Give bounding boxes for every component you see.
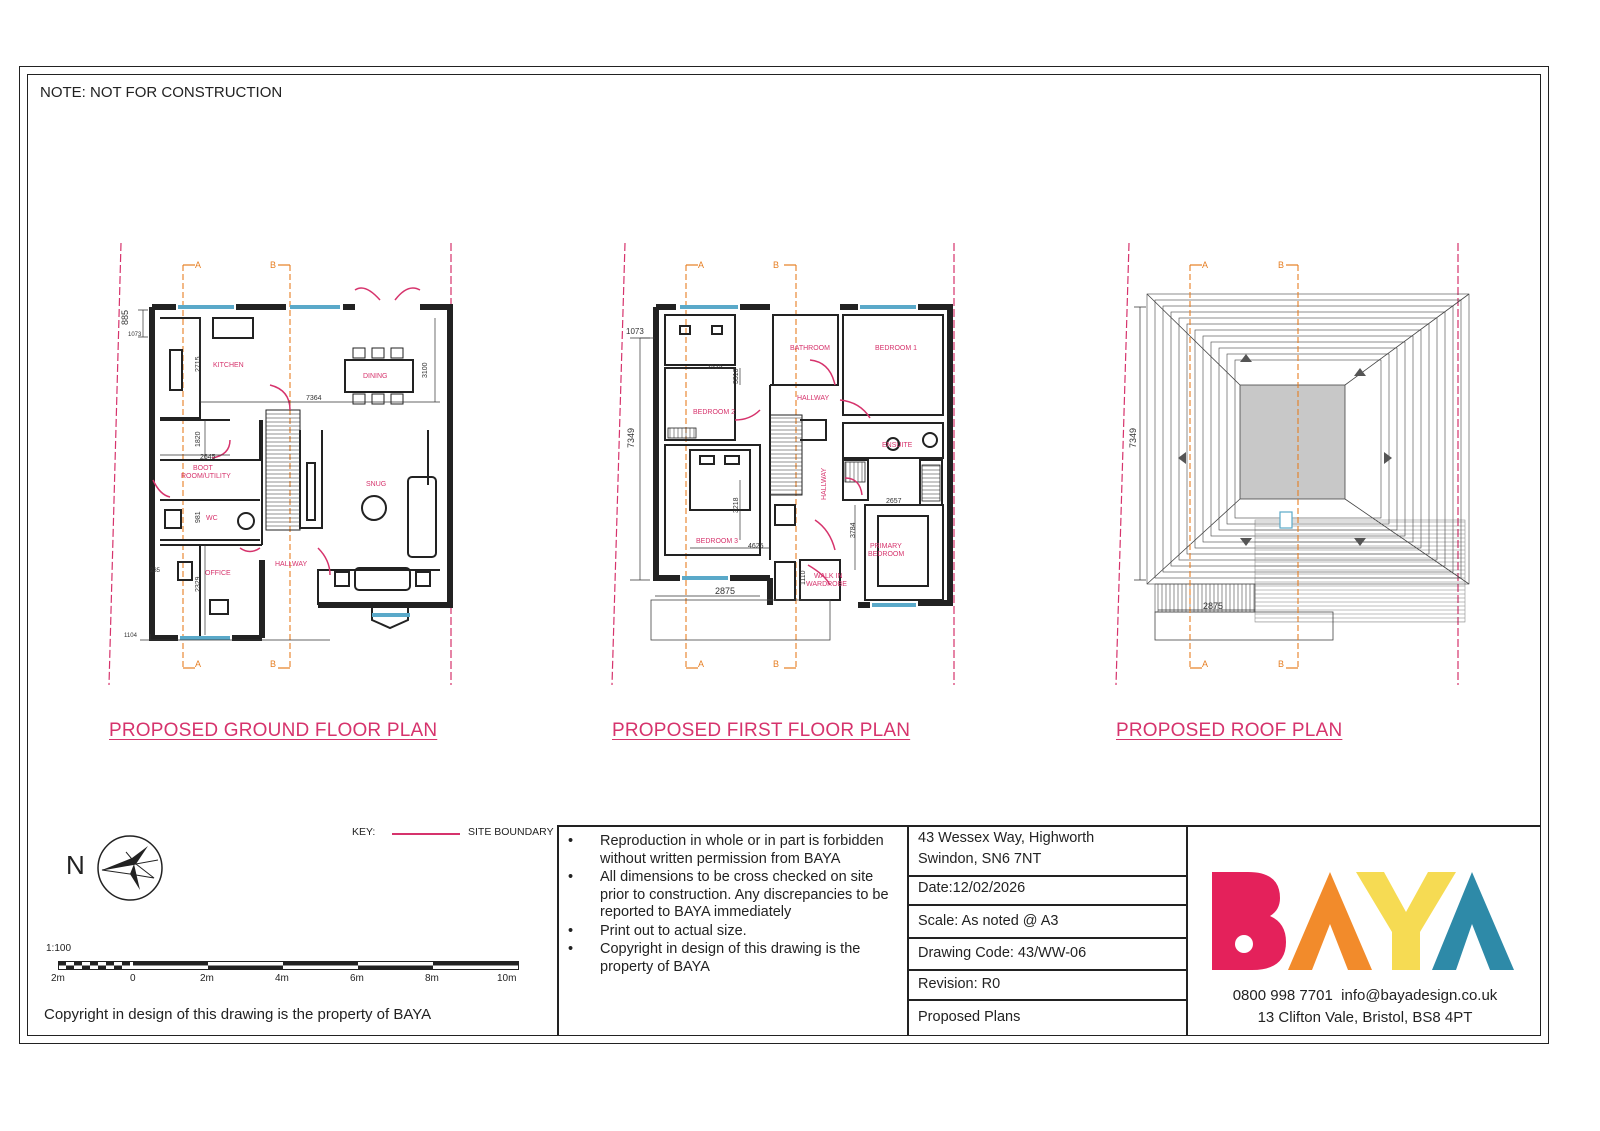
title-block-rule — [907, 937, 1187, 939]
drawing-code: Drawing Code: 43/WW-06 — [918, 945, 1087, 961]
title-block-rule — [907, 969, 1187, 971]
scale-tick: 8m — [425, 973, 439, 984]
title-block-rule — [907, 904, 1187, 906]
svg-text:WARDROBE: WARDROBE — [806, 581, 847, 588]
site-boundary-key-line — [392, 833, 460, 835]
svg-text:2875: 2875 — [715, 586, 736, 596]
svg-text:B: B — [773, 260, 780, 270]
title-block-divider — [557, 825, 559, 1036]
svg-text:A: A — [1202, 659, 1209, 669]
project-address-line1: 43 Wessex Way, Highworth — [918, 830, 1095, 846]
scale-tick: 6m — [350, 973, 364, 984]
svg-text:B: B — [1278, 659, 1285, 669]
svg-text:ROOM/UTILITY: ROOM/UTILITY — [181, 473, 231, 480]
svg-text:2875: 2875 — [1203, 601, 1224, 611]
phone-number: 0800 998 7701 — [1232, 987, 1333, 1004]
svg-text:3310: 3310 — [733, 368, 740, 384]
svg-text:7349: 7349 — [626, 427, 636, 448]
drawing-date: Date:12/02/2026 — [918, 880, 1026, 896]
scale-tick: 0 — [130, 973, 136, 984]
svg-text:A: A — [195, 260, 202, 270]
svg-text:SNUG: SNUG — [366, 481, 387, 488]
first-floor-plan-title: PROPOSED FIRST FLOOR PLAN — [612, 720, 911, 741]
drawing-scale: Scale: As noted @ A3 — [918, 913, 1059, 929]
svg-text:HALLWAY: HALLWAY — [275, 561, 308, 568]
svg-text:A: A — [195, 659, 202, 669]
roof-plan — [1116, 243, 1469, 685]
roof-outline-below — [651, 600, 830, 640]
construction-note: NOTE: NOT FOR CONSTRUCTION — [40, 84, 283, 101]
note-item: • Reproduction in whole or in part is forbidden without written permission from BAYA — [568, 833, 884, 867]
svg-text:BEDROOM: BEDROOM — [868, 551, 905, 558]
svg-text:235: 235 — [150, 568, 161, 574]
svg-text:4625: 4625 — [748, 543, 764, 550]
svg-text:885: 885 — [120, 309, 130, 325]
svg-text:3100: 3100 — [422, 362, 429, 378]
title-block-rule — [907, 875, 1187, 877]
title-block-top-rule — [557, 825, 1541, 827]
svg-text:7349: 7349 — [1128, 427, 1138, 448]
svg-text:2645: 2645 — [200, 454, 216, 461]
svg-text:B: B — [270, 260, 277, 270]
svg-text:1104: 1104 — [124, 633, 137, 639]
key-site-boundary-label: SITE BOUNDARY — [468, 826, 554, 838]
scale-label: 1:100 — [46, 943, 72, 954]
svg-text:PRIMARY: PRIMARY — [870, 543, 902, 550]
title-block-rule — [907, 999, 1187, 1001]
drawing-description: Proposed Plans — [918, 1009, 1021, 1025]
email-address: info@bayadesign.co.uk — [1341, 987, 1498, 1004]
svg-text:DINING: DINING — [363, 373, 388, 380]
drawing-notes — [568, 833, 898, 977]
baya-logo — [1206, 866, 1518, 974]
project-address-line2: Swindon, SN6 7NT — [918, 851, 1042, 867]
north-arrow-icon — [96, 834, 164, 902]
note-item: • Copyright in design of this drawing is the property of BAYA — [568, 941, 861, 975]
svg-text:B: B — [1278, 260, 1285, 270]
svg-text:BEDROOM 1: BEDROOM 1 — [875, 345, 918, 352]
svg-text:B: B — [270, 659, 277, 669]
title-block-divider — [907, 825, 909, 1036]
site-boundary-left — [109, 243, 121, 685]
svg-text:OFFICE: OFFICE — [205, 570, 231, 577]
drawing-revision: Revision: R0 — [918, 976, 1001, 992]
svg-text:BOOT: BOOT — [193, 465, 213, 472]
svg-text:2715: 2715 — [195, 356, 202, 372]
scale-tick: 2m — [51, 973, 65, 984]
svg-text:ENSUITE: ENSUITE — [882, 442, 913, 449]
svg-text:1073: 1073 — [626, 327, 644, 336]
svg-text:981: 981 — [195, 511, 202, 523]
svg-text:2329: 2329 — [195, 576, 202, 592]
key-label: KEY: — [352, 826, 376, 838]
flat-roof-section — [1240, 385, 1345, 499]
svg-text:7364: 7364 — [306, 395, 322, 402]
scale-tick: 10m — [497, 973, 517, 984]
svg-text:1073: 1073 — [128, 332, 142, 338]
svg-text:1820: 1820 — [195, 431, 202, 447]
office-address: 13 Clifton Vale, Bristol, BS8 4PT — [1257, 1009, 1473, 1026]
svg-text:B: B — [773, 659, 780, 669]
contact-line — [1190, 987, 1540, 1004]
site-boundary-left — [1116, 243, 1129, 685]
svg-text:3784: 3784 — [850, 522, 857, 538]
svg-text:HALLWAY: HALLWAY — [797, 395, 830, 402]
site-boundary-left — [612, 243, 625, 685]
first-floor-plan — [612, 243, 954, 685]
svg-text:A: A — [1202, 260, 1209, 270]
svg-text:A: A — [698, 659, 705, 669]
note-item: • Print out to actual size. — [568, 922, 747, 939]
scale-tick: 2m — [200, 973, 214, 984]
copyright-notice: Copyright in design of this drawing is the property of BAYA — [44, 1006, 432, 1023]
svg-text:2525: 2525 — [707, 364, 723, 371]
svg-text:2657: 2657 — [886, 498, 902, 505]
scale-tick: 4m — [275, 973, 289, 984]
svg-text:WC: WC — [206, 515, 218, 522]
svg-text:BEDROOM 3: BEDROOM 3 — [696, 538, 739, 545]
north-label: N — [66, 850, 85, 880]
svg-text:WALK IN: WALK IN — [814, 573, 843, 580]
svg-text:BATHROOM: BATHROOM — [790, 345, 830, 352]
svg-text:3218: 3218 — [733, 497, 740, 513]
title-block-divider — [1186, 825, 1188, 1036]
ground-floor-plan — [109, 243, 451, 685]
scale-bar — [58, 961, 520, 971]
svg-text:BEDROOM 2: BEDROOM 2 — [693, 409, 736, 416]
svg-text:A: A — [698, 260, 705, 270]
roof-plan-title: PROPOSED ROOF PLAN — [1116, 720, 1343, 741]
ground-floor-plan-title: PROPOSED GROUND FLOOR PLAN — [109, 720, 438, 741]
svg-text:1110: 1110 — [800, 570, 807, 585]
svg-text:KITCHEN: KITCHEN — [213, 362, 244, 369]
svg-text:HALLWAY: HALLWAY — [821, 467, 828, 500]
note-item: • All dimensions to be cross checked on site prior to construction. Any discrepancies to be reported to BAYA immediately — [568, 869, 889, 920]
